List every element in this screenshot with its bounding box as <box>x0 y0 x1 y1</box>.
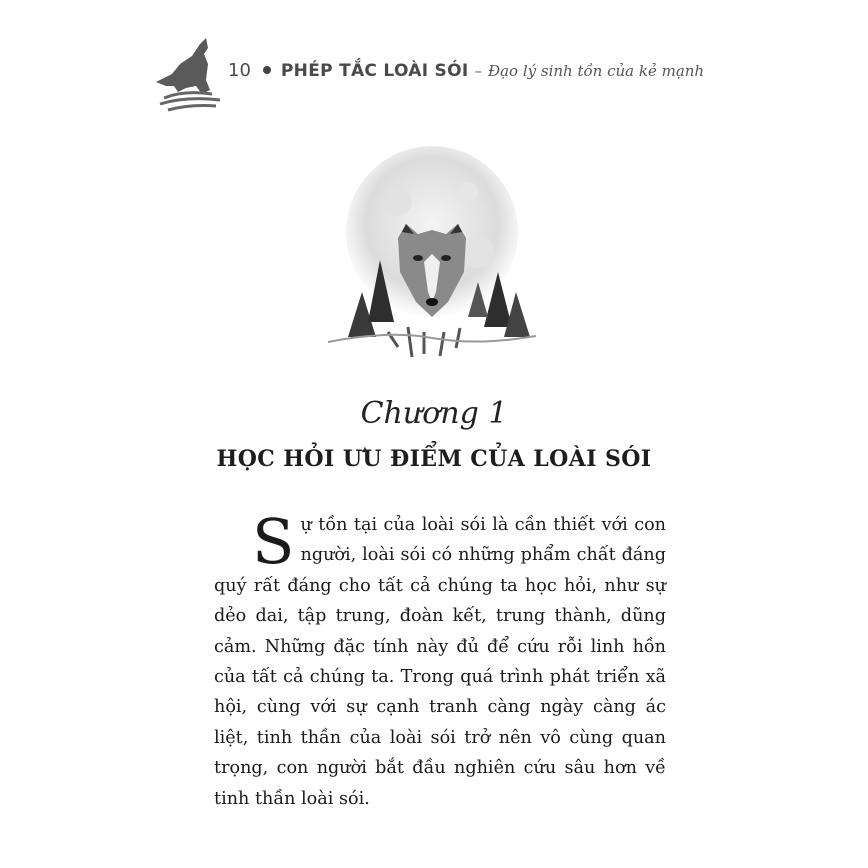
page-number: 10 <box>228 60 251 81</box>
book-title: PHÉP TẮC LOÀI SÓI <box>280 61 469 81</box>
paragraph-text: ự tồn tại của loài sói là cần thiết với con người, loài sói có những phẩm chất đáng quý rất đáng cho tất cả chúng ta học hỏi, như sự dẻo dai, tập trung, đoàn kết, trung thành, dũng cảm. Những đặc tính này đủ để cứu rỗi linh hồn của tất cả chúng ta. Trong quá trình phát triển xã hội, cùng với sự cạnh tranh càng ngày càng ác liệt, tinh thần của loài sói trở nên vô cùng quan trọng, con người bắt đầu nghiên cứu sâu hơn về tinh thần loài sói. <box>214 515 666 809</box>
body-paragraph <box>214 505 666 814</box>
header-separator: – <box>474 62 482 80</box>
chapter-label: Chương 1 <box>360 396 508 431</box>
chapter-title: HỌC HỎI ƯU ĐIỂM CỦA LOÀI SÓI <box>216 446 652 472</box>
howling-wolf-icon <box>150 34 230 114</box>
book-subtitle: Đạo lý sinh tồn của kẻ mạnh <box>487 62 705 80</box>
bullet-dot-icon <box>263 66 271 74</box>
drop-cap: S <box>252 505 295 578</box>
wolf-moon-illustration <box>328 142 536 362</box>
running-header <box>150 34 705 114</box>
